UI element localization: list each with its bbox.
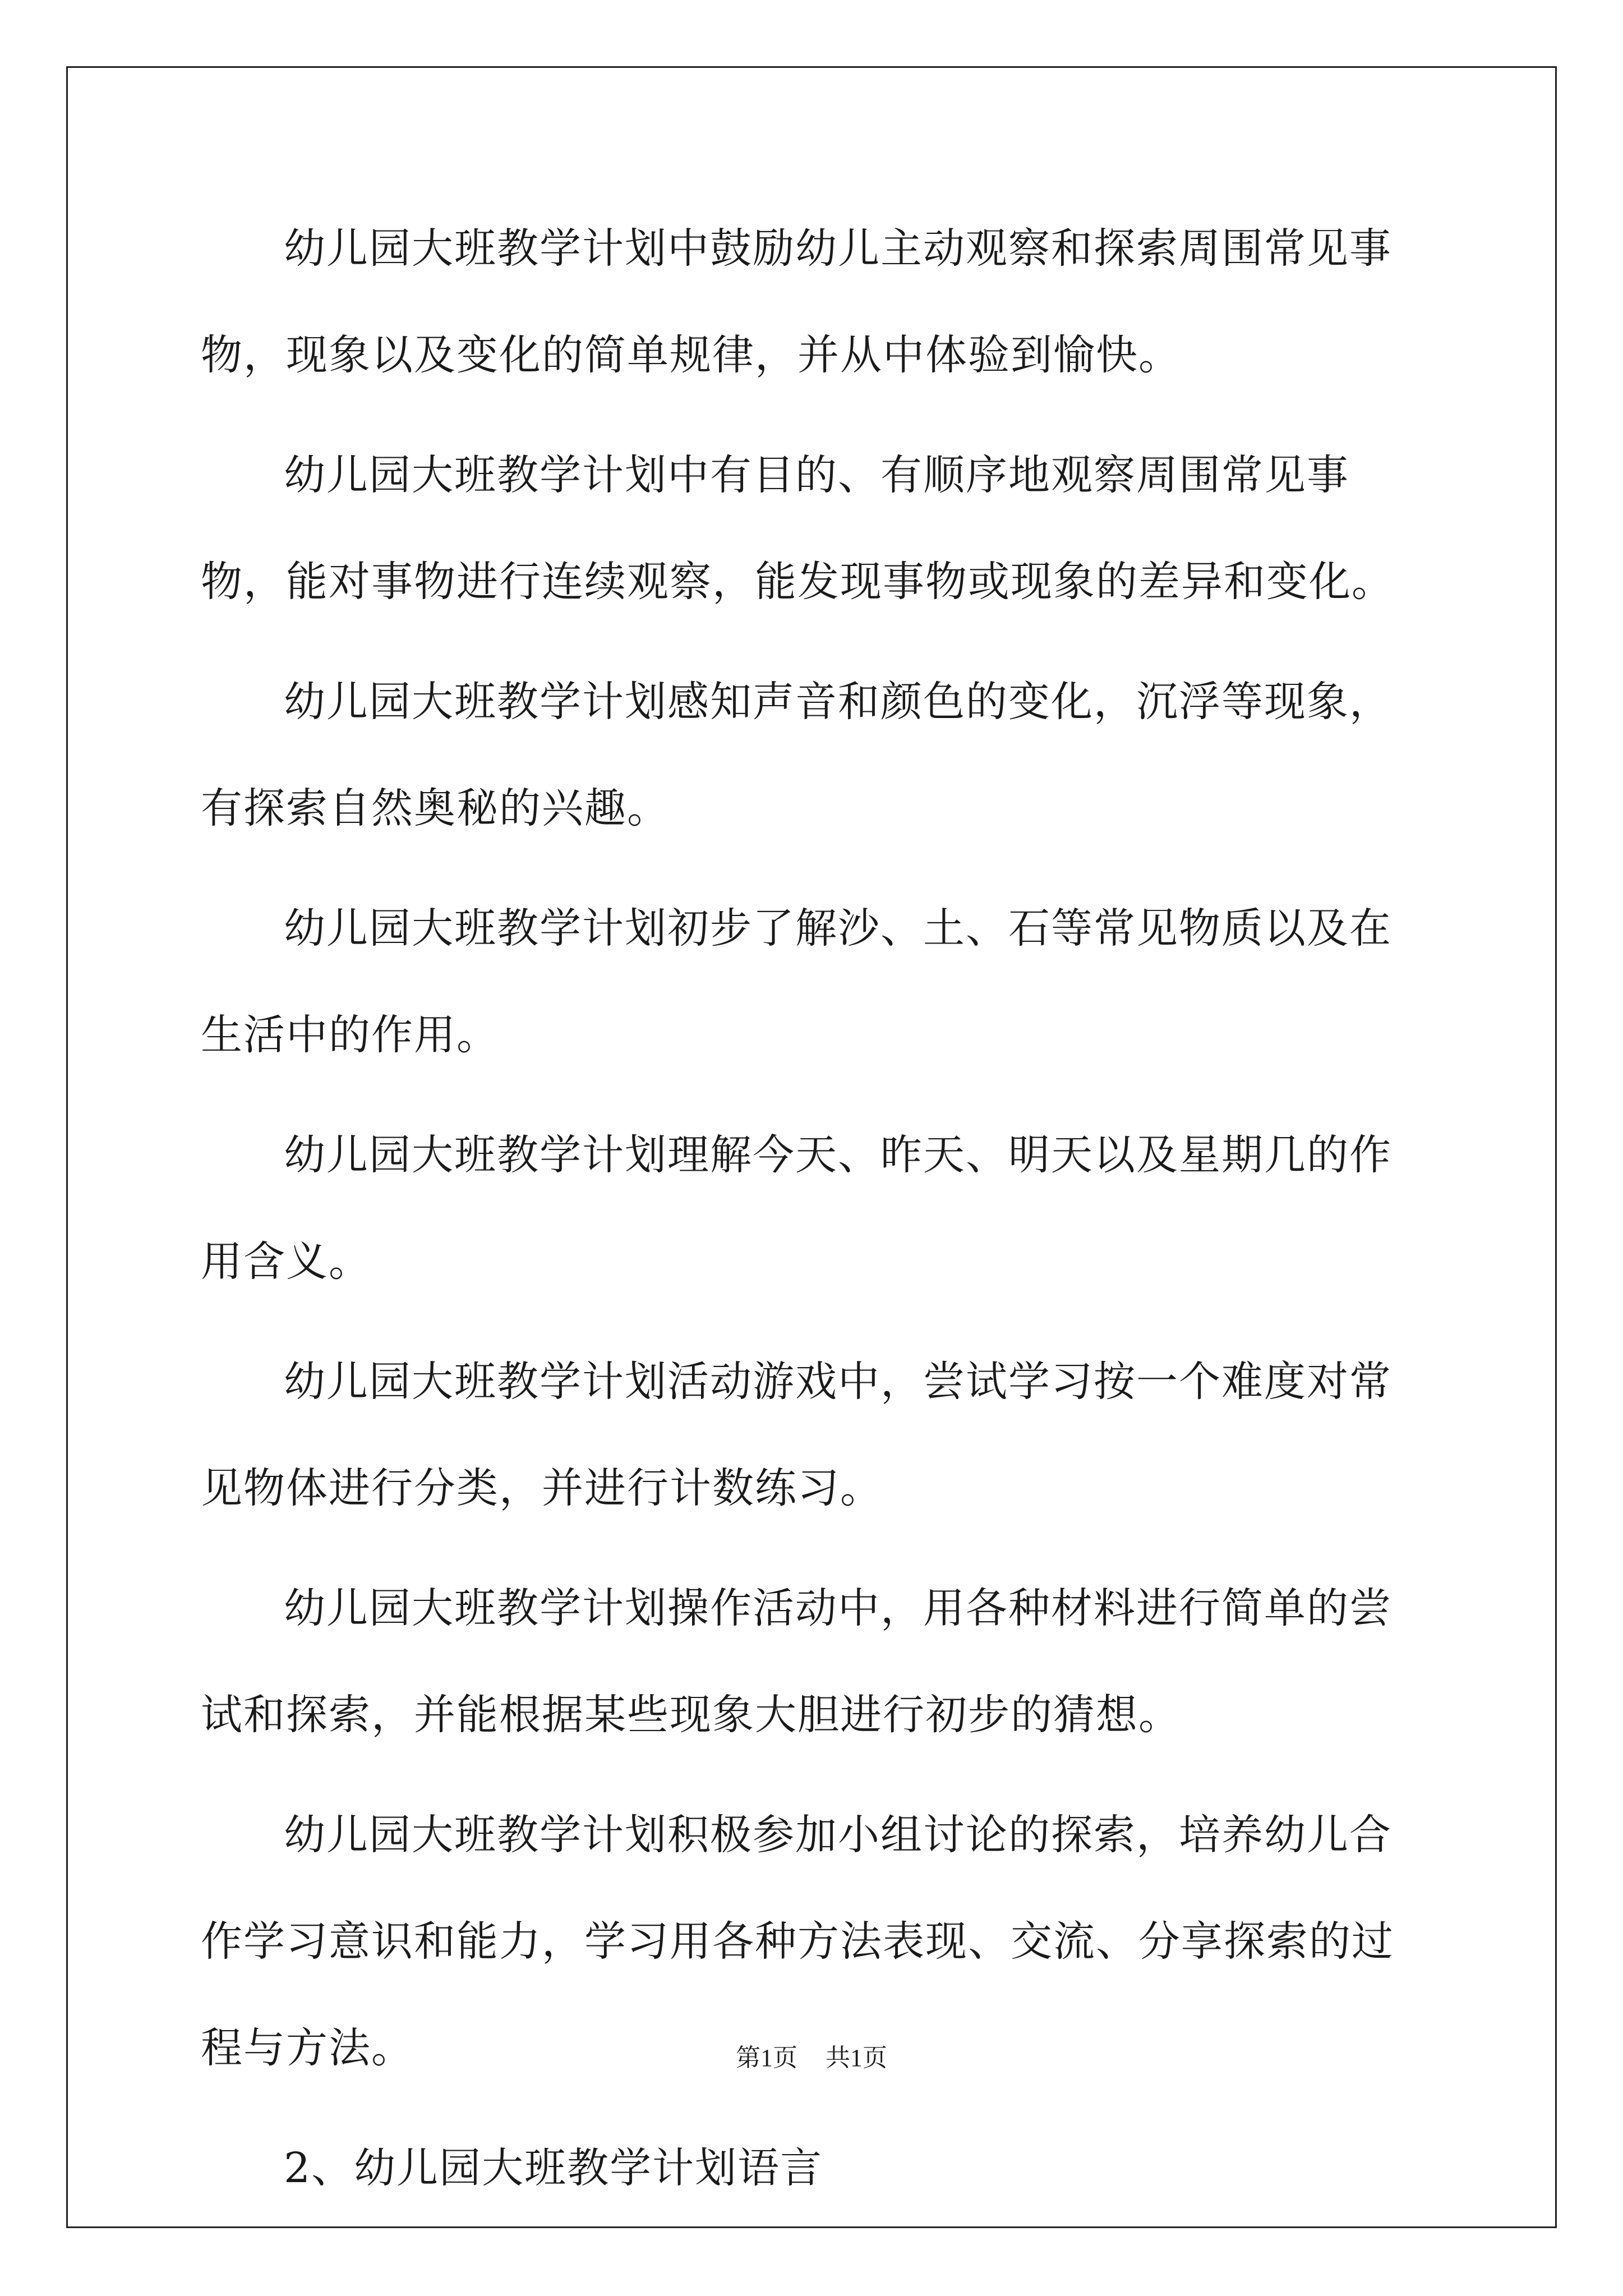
paragraph: 幼儿园大班教学计划感知声音和颜色的变化，沉浮等现象，有探索自然奥秘的兴趣。 <box>201 678 1392 832</box>
paragraph: 幼儿园大班教学计划中鼓励幼儿主动观察和探索周围常见事物，现象以及变化的简单规律，并从中体验到愉快。 <box>201 224 1392 379</box>
paragraph: 幼儿园大班教学计划积极参加小组讨论的探索，培养幼儿合作学习意识和能力，学习用各种方法表现、交流、分享探索的过程与方法。 <box>201 1811 1394 2072</box>
paragraph: 幼儿园大班教学计划操作活动中，用各种材料进行简单的尝试和探索，并能根据某些现象大胆进行初步的猜想。 <box>201 1584 1392 1739</box>
page-number: 第1页 <box>736 2044 797 2072</box>
paragraph: 幼儿园大班教学计划初步了解沙、土、石等常见物质以及在生活中的作用。 <box>201 904 1392 1059</box>
paragraph: 幼儿园大班教学计划中有目的、有顺序地观察周围常见事物，能对事物进行连续观察，能发现事物或现象的差异和变化。 <box>201 451 1394 606</box>
page-footer <box>0 2037 1623 2073</box>
paragraph: 幼儿园大班教学计划理解今天、昨天、明天以及星期几的作用含义。 <box>201 1131 1392 1286</box>
section-heading: 2、幼儿园大班教学计划语言 <box>284 2144 823 2192</box>
paragraph: 幼儿园大班教学计划活动游戏中，尝试学习按一个难度对常见物体进行分类，并进行计数练习。 <box>201 1358 1392 1512</box>
page-total: 共1页 <box>826 2044 887 2072</box>
document-body <box>201 195 1429 2235</box>
